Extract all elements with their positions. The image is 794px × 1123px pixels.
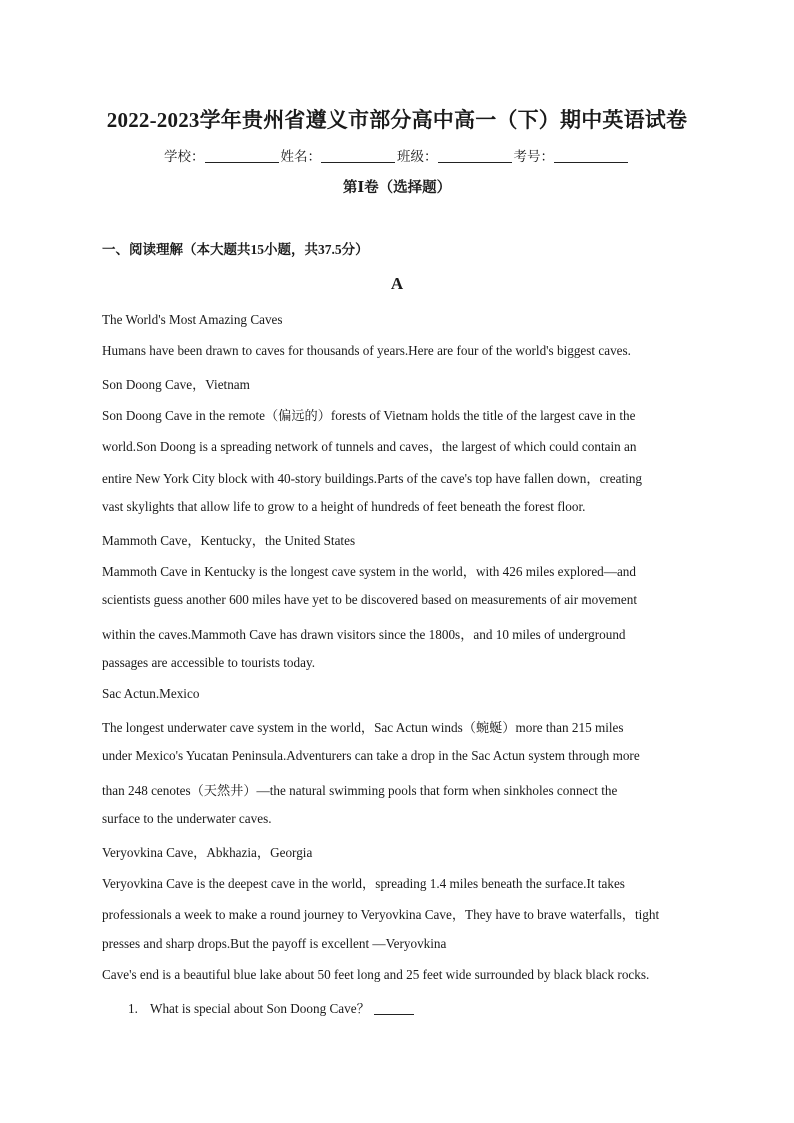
- passage-line: Veryovkina Cave，Abkhazia，Georgia: [102, 845, 313, 860]
- exam-title: 2022-2023学年贵州省遵义市部分高中高一（下）期中英语试卷: [106, 108, 688, 132]
- passage-line: Mammoth Cave，Kentucky，the United States: [102, 533, 356, 548]
- passage-line: Son Doong Cave，Vietnam: [102, 377, 250, 392]
- name-blank[interactable]: [321, 149, 395, 163]
- passage-line: professionals a week to make a round journey to Veryovkina Cave，They have to brave waterfalls，tight: [102, 907, 660, 922]
- passage-line: Sac Actun.Mexico: [102, 686, 200, 701]
- passage-line: Veryovkina Cave is the deepest cave in the world，spreading 1.4 miles beneath the surface.It takes: [102, 876, 625, 891]
- class-label: 班级：: [397, 149, 438, 164]
- exam-number-label: 考号：: [513, 149, 554, 164]
- passage-line: scientists guess another 600 miles have yet to be discovered based on measurements of air movement: [102, 592, 638, 607]
- question-1: [128, 998, 414, 1017]
- passage-line: Humans have been drawn to caves for thousands of years.Here are four of the world's biggest caves.: [102, 343, 631, 358]
- passage-line: surface to the underwater caves.: [102, 811, 272, 826]
- passage-line: passages are accessible to tourists today.: [102, 655, 316, 670]
- passage-line: Cave's end is a beautiful blue lake about 50 feet long and 25 feet wide surrounded by black black rocks.: [102, 967, 650, 982]
- passage-line: Son Doong Cave in the remote（偏远的）forests of Vietnam holds the title of the largest cave in the: [102, 408, 636, 423]
- passage-line: within the caves.Mammoth Cave has drawn visitors since the 1800s，and 10 miles of underground: [102, 627, 626, 642]
- passage-line: entire New York City block with 40-story buildings.Parts of the cave's top have fallen down，creating: [102, 471, 643, 486]
- volume-heading: 第Ⅰ卷（选择题）: [342, 180, 452, 196]
- passage-line: vast skylights that allow life to grow to a height of hundreds of feet beneath the forest floor.: [102, 499, 586, 514]
- name-label: 姓名：: [280, 149, 321, 164]
- question-number: 1.: [128, 1001, 138, 1016]
- student-info-row: [0, 145, 794, 165]
- answer-blank[interactable]: [374, 1001, 414, 1015]
- passage-line: world.Son Doong is a spreading network of tunnels and caves，the largest of which could contain an: [102, 439, 637, 454]
- passage-line: The longest underwater cave system in the world，Sac Actun winds（蜿蜒）more than 215 miles: [102, 720, 624, 735]
- passage-line: Mammoth Cave in Kentucky is the longest cave system in the world，with 426 miles explored—and: [102, 564, 636, 579]
- school-blank[interactable]: [205, 149, 279, 163]
- school-label: 学校：: [164, 149, 205, 164]
- passage-line: presses and sharp drops.But the payoff is excellent —Veryovkina: [102, 936, 447, 951]
- passage-line: than 248 cenotes（天然井）—the natural swimming pools that form when sinkholes connect the: [102, 783, 618, 798]
- section-heading: 一、阅读理解（本大题共15小题，共37.5分）: [102, 242, 369, 257]
- passage-line: The World's Most Amazing Caves: [102, 312, 283, 327]
- class-blank[interactable]: [438, 149, 512, 163]
- passage-letter: A: [390, 274, 404, 293]
- passage-line: under Mexico's Yucatan Peninsula.Adventurers can take a drop in the Sac Actun system through more: [102, 748, 640, 763]
- exam-number-blank[interactable]: [554, 149, 628, 163]
- question-text: What is special about Son Doong Cave？: [150, 1001, 370, 1016]
